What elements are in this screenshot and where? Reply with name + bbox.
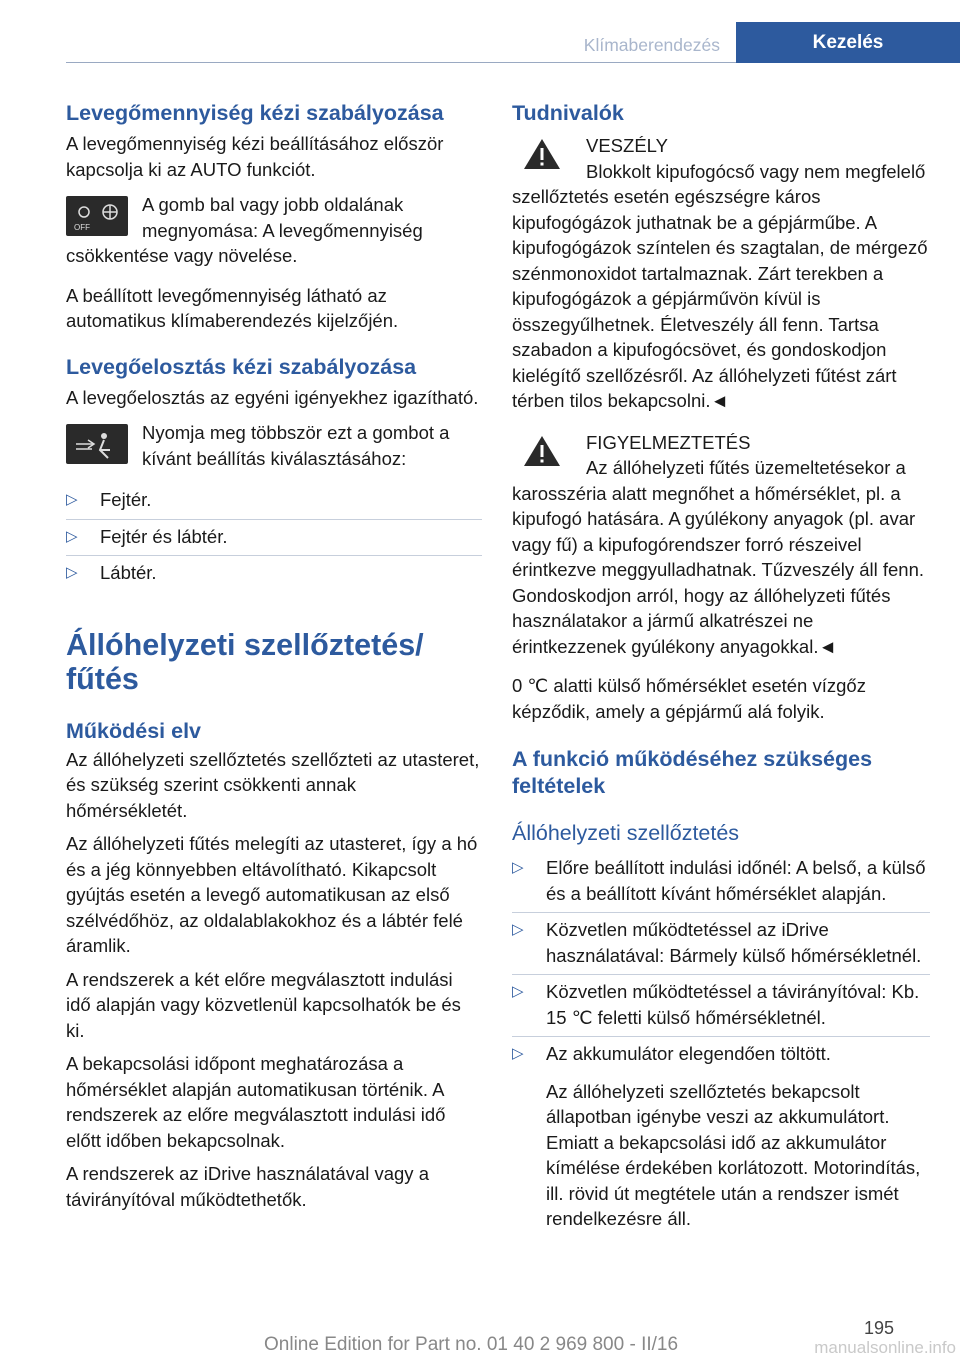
paragraph: Az állóhelyzeti fűtés melegíti az utasteret, így a hó és a jég könnyebben eltávolítható. Kikapcsolt gyújtás esetén a levegő automatikusan az első szélvédőhöz, az oldalablakokhoz és a lábtér felé áramlik.: [66, 833, 478, 956]
distribution-list: [66, 483, 482, 592]
header-tab: Kezelés: [736, 22, 960, 63]
warning-title: FIGYELMEZTETÉS: [586, 431, 751, 453]
list-item: [512, 1037, 930, 1073]
bullet-icon: ▷: [512, 983, 524, 1000]
heading-principle: Működési elv: [66, 718, 202, 743]
svg-text:OFF: OFF: [74, 223, 90, 232]
subheading-ventilation: Állóhelyzeti szellőztetés: [512, 821, 740, 845]
bullet-icon: ▷: [66, 564, 78, 581]
battery-note: Az állóhelyzeti szellőztetés bekapcsolt állapotban igénybe veszi az akkumulátort. Emiatt a bekapcsolási idő az akkumulátor kímélése érdekében korlátozott. Motorindítás, ill. rövid út megtétele után a rendszer ismét rendelkezésre áll.: [546, 1080, 921, 1229]
warning-caution: [512, 430, 930, 660]
paragraph: Az állóhelyzeti szellőztetés szellőzteti az utasteret, és szükség szerint csökkenti annak hőmérsékletét.: [66, 748, 480, 821]
heading-notes: Tudnivalók: [512, 101, 624, 125]
list-item: [66, 556, 482, 592]
paragraph: A levegőelosztás az egyéni igényekhez igazítható.: [66, 386, 479, 408]
list-item-text: Fejtér.: [100, 489, 152, 510]
warning-triangle-icon: [522, 434, 562, 468]
list-item: [512, 851, 930, 912]
principle-paragraphs: [66, 747, 482, 1213]
right-column: [512, 100, 930, 1232]
air-distribution-button-icon: [66, 424, 128, 464]
list-item-text: Az akkumulátor elegendően töltött.: [546, 1043, 831, 1064]
list-item: [66, 483, 482, 519]
left-column: [66, 100, 482, 1212]
warning-title: VESZÉLY: [586, 135, 668, 156]
fan-button-icon: [66, 196, 128, 236]
watermark: manualsonline.info: [814, 1338, 956, 1357]
paragraph: A levegőmennyiség kézi beállításához először kapcsolja ki az AUTO funkciót.: [66, 133, 444, 180]
icon-description: Nyomja meg többször ezt a gombot a kívánt beállítás kiválasztásához:: [142, 422, 450, 469]
icon-block: [66, 192, 482, 269]
heading-air-volume: Levegőmennyiség kézi szabályozása: [66, 101, 444, 125]
list-item-text: Fejtér és lábtér.: [100, 525, 228, 547]
warning-text: Az állóhelyzeti fűtés üzemeltetésekor a karosszéria alatt megnőhet a hőmérséklet, pl. a kipufogó hatására. A gyúlékony anyagok (pl. avar vagy fű) a kipufogórendszer forró részeivel érintkezve meggyulladhatnak. Tűzveszély áll fenn. Gondoskodjon arról, hogy az állóhelyzeti fűtés használatakor a jármű alkatrészei ne érintkezzenek gyúlékony anyagokkal.◄: [512, 457, 925, 657]
paragraph: A bekapcsolási időpont meghatározása a hőmérséklet alapján automatikusan történik. A rendszerek az előre megválasztott indulási idő előtt időben bekapcsolnak.: [66, 1053, 446, 1151]
paragraph: A rendszerek az iDrive használatával vagy a távirányítóval működtethetők.: [66, 1163, 429, 1210]
list-item-text: Előre beállított indulási időnél: A belső, a külső és a beállított kívánt hőmérséklet alapján.: [546, 857, 926, 904]
warning-text: Blokkolt kipufogócső vagy nem megfelelő szellőztetés esetén egészségre káros kipufogógázok juthatnak be a gépjárműbe. A kipufogógázok színtelen és szagtalan, de mérgező szénmonoxidot tartalmaznak. Zárt terekben a kipufogógázok a gépjárművön kívül is összegyűlhetnek. Életveszély áll fenn. Tartsa szabadon a kipufogócsövet, és gondoskodjon kielégítő szellőzésről. Az állóhelyzeti fűtést zárt térben tilos bekapcsolni.◄: [512, 160, 928, 411]
bullet-icon: ▷: [512, 1045, 524, 1062]
heading-conditions: A funkció működéséhez szükséges feltételek: [512, 747, 873, 798]
conditions-list: [512, 851, 930, 1073]
paragraph: A rendszerek a két előre megválasztott indulási idő alapján vagy közvetlenül kapcsolhatók be és ki.: [66, 968, 461, 1041]
list-item: [512, 975, 930, 1036]
bullet-icon: ▷: [512, 859, 524, 876]
header-section: Klímaberendezés: [583, 35, 720, 55]
icon-description: A gomb bal vagy jobb oldalának megnyomása: A levegőmennyiség csökkentése vagy növelése.: [66, 194, 423, 266]
list-item-text: Lábtér.: [100, 562, 157, 583]
warning-triangle-icon: [522, 137, 562, 171]
list-item-text: Közvetlen működtetéssel az iDrive használatával: Bármely külső hőmérsékletnél.: [546, 919, 922, 966]
bullet-icon: ▷: [512, 921, 524, 938]
warning-danger: [512, 133, 930, 414]
list-item: [66, 520, 482, 556]
bullet-icon: ▷: [66, 527, 78, 545]
edition-text: Online Edition for Part no. 01 40 2 969 800 - II/16: [264, 1334, 679, 1355]
page-number: 195: [863, 1318, 894, 1338]
list-item-text: Közvetlen működtetéssel a távirányítóval: Kb. 15 ℃ feletti külső hőmérsékletnél.: [546, 981, 920, 1028]
icon-block: [66, 420, 482, 471]
bullet-icon: ▷: [66, 491, 78, 508]
chapter-title: Állóhelyzeti szellőztetés/ fűtés: [66, 627, 424, 696]
list-item: [512, 913, 930, 974]
heading-air-distribution: Levegőelosztás kézi szabályozása: [66, 354, 417, 379]
paragraph: A beállított levegőmennyiség látható az automatikus klímaberendezés kijelzőjén.: [66, 284, 399, 331]
paragraph: 0 ℃ alatti külső hőmérséklet esetén vízgőz képződik, amely a gépjármű alá folyik.: [512, 675, 866, 722]
